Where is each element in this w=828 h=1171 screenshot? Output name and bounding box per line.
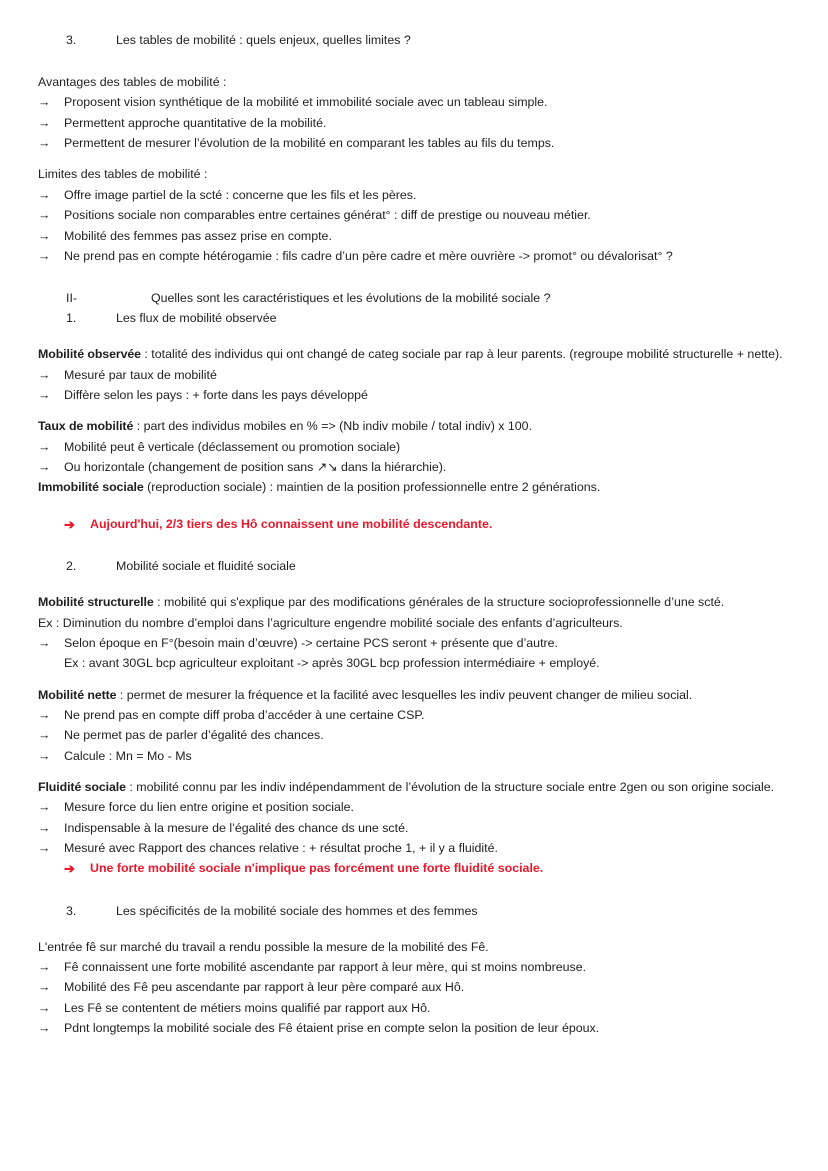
list-item-text: Permettent approche quantitative de la mobilité. <box>64 115 327 130</box>
arrow-right-icon: → <box>38 187 51 202</box>
list-item <box>38 818 788 838</box>
arrow-right-icon: → <box>38 136 51 151</box>
list-item-text: Pdnt longtemps la mobilité sociale des Fê étaient prise en compte selon la position de leur époux. <box>64 1021 600 1036</box>
list-item <box>38 185 788 205</box>
list-item-text: Mobilité des Fê peu ascendante par rapport à leur père comparé aux Hô. <box>64 980 465 995</box>
definition-mobilite-structurelle <box>38 592 788 612</box>
heading-text: Les tables de mobilité : quels enjeux, quelles limites ? <box>116 33 411 47</box>
limites-lead: Limites des tables de mobilité : <box>38 167 208 182</box>
arrow-right-icon: → <box>38 980 51 995</box>
definition-text: : part des individus mobiles en % => (Nb indiv mobile / total indiv) x 100. <box>133 419 533 434</box>
red-note-text: Une forte mobilité sociale n'implique pas forcément une forte fluidité sociale. <box>90 861 544 876</box>
heading-number: II- <box>66 291 78 306</box>
arrow-right-icon: → <box>38 367 51 382</box>
arrow-right-heavy-icon: ➔ <box>64 516 75 532</box>
arrow-right-icon: → <box>38 388 51 403</box>
red-note-text: Aujourd'hui, 2/3 tiers des Hô connaissent une mobilité descendante. <box>90 516 493 531</box>
arrow-right-icon: → <box>38 248 51 263</box>
definition-text: : mobilité connu par les indiv indépendamment de l’évolution de la structure sociale entre 2gen ou son origine sociale. <box>125 779 775 794</box>
example-line: Ex : Diminution du nombre d’emploi dans l’agriculture engendre mobilité sociale des enfants d’agriculteurs. <box>38 615 623 630</box>
list-item <box>38 977 788 997</box>
list-item <box>38 797 788 817</box>
document-body <box>38 30 788 1039</box>
arrow-right-icon: → <box>38 115 51 130</box>
list-item-text: Offre image partiel de la scté : concerne que les fils et les pères. <box>64 187 417 202</box>
list-item <box>38 746 788 766</box>
list-item <box>38 385 788 405</box>
arrow-right-icon: → <box>38 960 51 975</box>
heading-1-flux <box>38 308 788 328</box>
arrow-right-icon: → <box>38 208 51 223</box>
heading-number: 1. <box>66 311 77 326</box>
list-item <box>38 1018 788 1038</box>
term-label: Immobilité sociale <box>38 480 144 495</box>
heading-number: 3. <box>66 33 77 47</box>
list-item-text: Positions sociale non comparables entre certaines générat° : diff de prestige ou nouveau métier. <box>64 208 591 223</box>
definition-text: (reproduction sociale) : maintien de la position professionnelle entre 2 générations. <box>143 480 601 495</box>
list-item-text: Mesure force du lien entre origine et position sociale. <box>64 800 354 815</box>
definition-text: : permet de mesurer la fréquence et la facilité avec lesquelles les indiv peuvent changer de milieu social. <box>116 687 693 702</box>
arrow-right-icon: → <box>38 841 51 855</box>
arrow-right-heavy-icon: ➔ <box>64 861 75 877</box>
definition-mobilite-observee <box>38 344 788 364</box>
avantages-lead: Avantages des tables de mobilité : <box>38 75 227 90</box>
definition-mobilite-nette <box>38 685 788 705</box>
list-item <box>38 92 788 112</box>
list-item <box>38 725 788 745</box>
list-item-text: Indispensable à la mesure de l’égalité des chance ds une scté. <box>64 820 409 835</box>
list-item <box>38 437 788 457</box>
definition-taux-de-mobilite <box>38 416 788 436</box>
list-item <box>38 998 788 1018</box>
list-item-text: Mobilité peut ê verticale (déclassement ou promotion sociale) <box>64 439 401 454</box>
arrow-right-icon: → <box>38 800 51 815</box>
sub-example-line: Ex : avant 30GL bcp agriculteur exploitant -> après 30GL bcp profession intermédiaire + employé. <box>64 656 600 671</box>
list-item <box>38 457 788 477</box>
list-item-text: Les Fê se contentent de métiers moins qualifié par rapport aux Hô. <box>64 1000 431 1015</box>
list-item-text: Diffère selon les pays : + forte dans les pays développé <box>64 388 368 403</box>
heading-2-fluidite <box>38 556 788 576</box>
definition-fluidite-sociale <box>38 777 788 797</box>
term-label: Taux de mobilité <box>38 419 134 434</box>
list-item-text: Mesuré avec Rapport des chances relative : + résultat proche 1, + il y a fluidité. <box>64 841 498 855</box>
heading-number: 3. <box>66 903 77 918</box>
femmes-lead: L'entrée fê sur marché du travail a rendu possible la mesure de la mobilité des Fê. <box>38 939 489 954</box>
heading-number: 2. <box>66 559 77 574</box>
term-label: Mobilité structurelle <box>38 595 154 610</box>
arrow-right-icon: → <box>38 228 51 243</box>
red-emphasis-note <box>38 858 788 878</box>
list-item <box>38 365 788 385</box>
arrow-right-icon: → <box>38 820 51 835</box>
heading-3-specificites <box>38 901 788 921</box>
definition-text: : totalité des individus qui ont changé de categ sociale par rap à leur parents. (regroupe mobilité structurelle + nette). <box>140 347 783 362</box>
list-item <box>38 957 788 977</box>
arrow-right-icon: → <box>38 95 51 110</box>
term-label: Fluidité sociale <box>38 779 126 794</box>
list-item-text: Fê connaissent une forte mobilité ascendante par rapport à leur mère, qui st moins nombreuse. <box>64 960 587 975</box>
list-item-text: Selon époque en F°(besoin main d’œuvre) -> certaine PCS seront + présente que d’autre. <box>64 635 558 650</box>
heading-text: Quelles sont les caractéristiques et les évolutions de la mobilité sociale ? <box>151 291 551 306</box>
list-item-text: Mesuré par taux de mobilité <box>64 367 217 382</box>
red-emphasis-note <box>38 514 788 534</box>
list-item-text: Mobilité des femmes pas assez prise en compte. <box>64 228 332 243</box>
heading-text: Mobilité sociale et fluidité sociale <box>116 559 296 574</box>
definition-text: : mobilité qui s'explique par des modifications générales de la structure socioprofessionnelle d’une scté. <box>153 595 725 610</box>
arrow-right-icon: → <box>38 1021 51 1036</box>
list-item <box>38 226 788 246</box>
arrow-right-icon: → <box>38 460 51 475</box>
list-item-text: Ne permet pas de parler d’égalité des chances. <box>64 728 324 743</box>
term-label: Mobilité nette <box>38 687 117 702</box>
term-label: Mobilité observée <box>38 347 141 362</box>
list-item-text: Permettent de mesurer l’évolution de la mobilité en comparant les tables au fils du temps. <box>64 136 555 151</box>
list-item <box>38 246 788 266</box>
list-item <box>38 838 788 858</box>
list-item <box>38 633 788 653</box>
definition-immobilite-sociale <box>38 477 788 497</box>
arrow-right-icon: → <box>38 728 51 743</box>
list-item <box>38 133 788 153</box>
arrow-right-icon: → <box>38 1000 51 1015</box>
arrow-right-icon: → <box>38 748 51 763</box>
list-item <box>38 113 788 133</box>
arrow-right-icon: → <box>38 635 51 650</box>
heading-text: Les spécificités de la mobilité sociale des hommes et des femmes <box>116 903 478 918</box>
arrow-right-icon: → <box>38 707 51 722</box>
list-item <box>38 705 788 725</box>
arrow-right-icon: → <box>38 439 51 454</box>
heading-text: Les flux de mobilité observée <box>116 311 277 326</box>
heading-3-tables-mobilite <box>38 30 788 50</box>
heading-part-two <box>38 288 788 308</box>
list-item-text: Ne prend pas en compte hétérogamie : fils cadre d’un père cadre et mère ouvrière -> promot° ou dévalorisat° ? <box>64 248 673 263</box>
list-item-text: Calcule : Mn = Mo - Ms <box>64 748 192 763</box>
list-item <box>38 205 788 225</box>
list-item-text: Ou horizontale (changement de position sans ↗↘ dans la hiérarchie). <box>64 460 447 475</box>
list-item-text: Ne prend pas en compte diff proba d’accéder à une certaine CSP. <box>64 707 425 722</box>
list-item-text: Proposent vision synthétique de la mobilité et immobilité sociale avec un tableau simple. <box>64 95 548 110</box>
